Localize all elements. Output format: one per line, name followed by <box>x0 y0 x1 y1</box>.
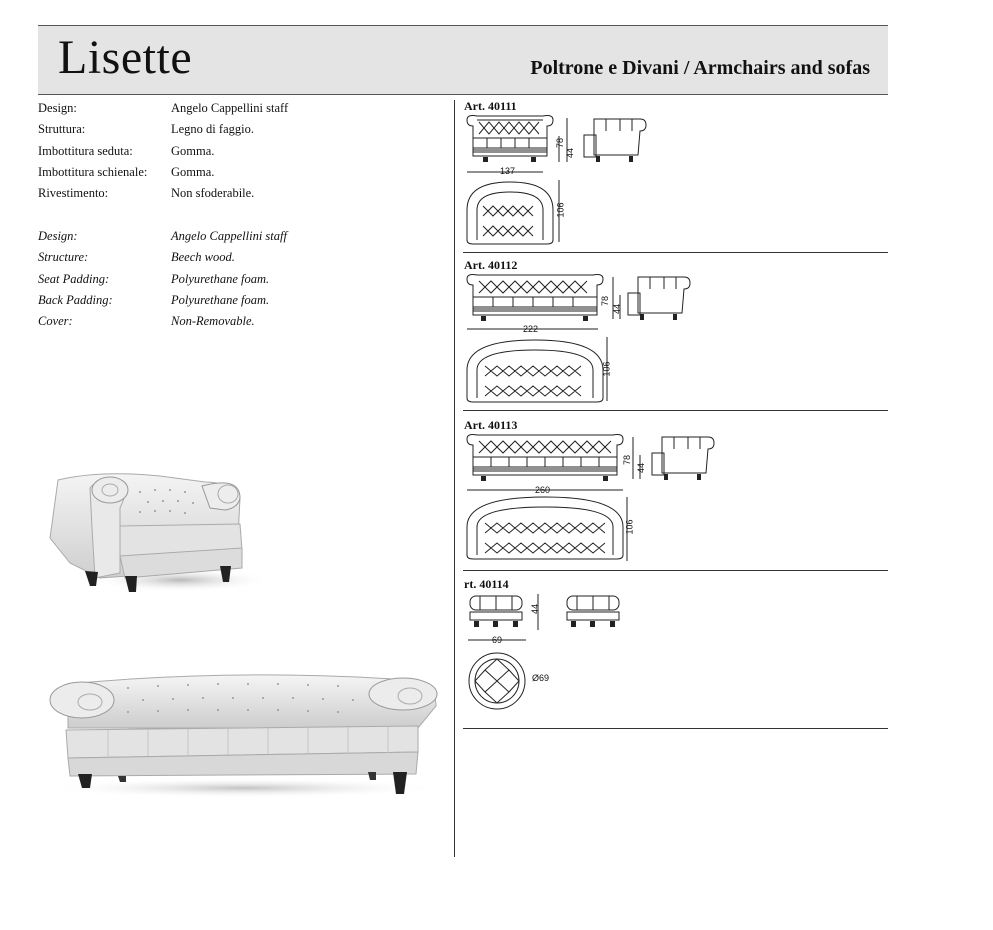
dimension-diameter: Ø69 <box>532 673 550 683</box>
article-label: Art. 40111 <box>464 99 517 113</box>
spec-row <box>38 162 288 183</box>
spec-value: Angelo Cappellini staff <box>171 101 289 115</box>
spec-label: Design: <box>38 229 78 243</box>
spec-row <box>38 183 288 204</box>
sofa-2-side-drawing <box>624 273 694 328</box>
spec-row <box>38 290 287 311</box>
spec-row <box>38 98 288 119</box>
page-subtitle: Poltrone e Divani / Armchairs and sofas <box>530 57 870 79</box>
spec-row <box>38 311 287 332</box>
section-separator <box>463 410 888 411</box>
section-separator <box>463 252 888 253</box>
dimension-depth: 106 <box>624 519 635 535</box>
column-divider <box>454 100 455 857</box>
pouf-side-drawing <box>563 592 623 632</box>
dimension-width: 222 <box>523 324 539 334</box>
spec-label: Cover: <box>38 314 73 329</box>
dimension-depth: 106 <box>555 202 566 218</box>
section-separator <box>463 728 888 729</box>
spec-label: Design: <box>38 101 77 115</box>
armchair-side-drawing <box>580 115 650 170</box>
article-label: Art. 40113 <box>464 418 518 432</box>
dimension-height: 78 <box>622 454 633 466</box>
sofa-3-top-drawing <box>463 495 628 563</box>
spec-value: Beech wood. <box>171 250 235 265</box>
spec-row <box>38 269 287 290</box>
sofa-photo <box>38 670 448 800</box>
spec-value: Non-Removable. <box>171 314 255 329</box>
spec-row <box>38 119 288 140</box>
spec-row <box>38 141 288 162</box>
dimension-depth: 106 <box>601 361 612 377</box>
spec-label: Imbottitura seduta: <box>38 143 133 158</box>
section-separator <box>463 570 888 571</box>
specs-italian <box>38 98 288 204</box>
spec-row <box>38 247 287 268</box>
spec-label: Seat Padding: <box>38 271 110 286</box>
spec-label: Imbottitura schienale: <box>38 164 148 179</box>
armchair-top-drawing <box>463 180 558 246</box>
dimension-width: 260 <box>535 485 551 495</box>
sofa-2-top-drawing <box>463 338 608 406</box>
dimension-width: 137 <box>500 166 516 176</box>
spec-label: Struttura: <box>38 122 86 137</box>
specs-english <box>38 226 287 332</box>
spec-label: Rivestimento: <box>38 186 109 201</box>
spec-value: Angelo Cappellini staff <box>171 229 287 243</box>
spec-label: Structure: <box>38 250 89 265</box>
spec-value: Non sfoderabile. <box>171 186 255 201</box>
spec-value: Legno di faggio. <box>171 122 254 137</box>
page-title: Lisette <box>58 31 193 84</box>
article-label: rt. 40114 <box>464 577 509 591</box>
dimension-lines <box>466 592 546 648</box>
header-band <box>38 25 888 95</box>
article-label: Art. 40112 <box>464 258 518 272</box>
dimension-height: 44 <box>530 603 541 615</box>
spec-value: Polyurethane foam. <box>171 271 270 286</box>
dimension-seat: 44 <box>565 147 576 159</box>
dimension-height: 78 <box>600 295 611 307</box>
pouf-top-drawing <box>466 650 528 712</box>
dimension-width: 69 <box>492 635 503 645</box>
spec-value: Gomma. <box>171 143 215 158</box>
sofa-3-side-drawing <box>648 433 718 488</box>
spec-row <box>38 226 287 247</box>
dimension-seat: 44 <box>636 462 647 474</box>
spec-value: Polyurethane foam. <box>171 292 270 307</box>
spec-label: Back Padding: <box>38 292 113 307</box>
dimension-height: 78 <box>555 137 566 149</box>
armchair-photo <box>40 468 265 596</box>
spec-value: Gomma. <box>171 164 215 179</box>
dimension-seat: 44 <box>612 303 623 315</box>
